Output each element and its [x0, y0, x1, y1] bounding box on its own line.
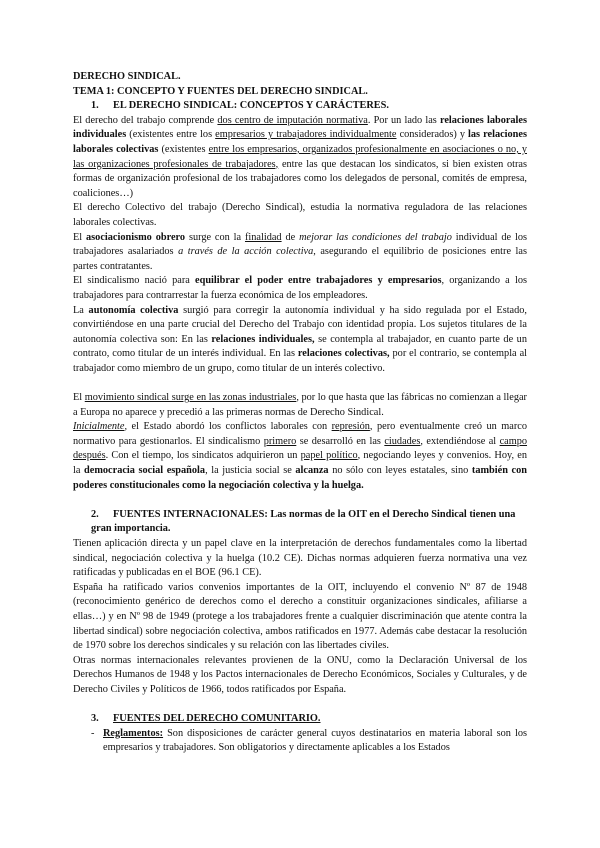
spacer: [73, 376, 527, 391]
paragraph: España ha ratificado varios convenios importantes de la OIT, incluyendo el convenio Nº 87 de 1948 (reconocimiento genérico de derechos como el derecho a constituir organizaciones sindicales, afiliarse a ellas…) y en Nº 98 de 1949 (protege a los trabajadores frente a cualquier discriminación que atente contra la libertad sindical) sobre negociación colectiva, ambos ratificados en 1977. Además cabe destacar la resolución de 1970 sobre los derechos sindicales y su relación con las libertades civiles.: [73, 581, 527, 652]
tema-title: TEMA 1: CONCEPTO Y FUENTES DEL DERECHO SINDICAL.: [73, 85, 368, 97]
paragraph: Otras normas internacionales relevantes provienen de la ONU, como la Declaración Universal de los Derechos Humanos de 1948 y los Pactos internacionales de Derecho Económicos, Sociales y Culturales, y de Derecho Civiles y Políticos de 1966, todos ratificados por España.: [73, 654, 527, 695]
spacer: [73, 698, 527, 713]
section-2-heading: 2. FUENTES INTERNACIONALES: Las normas de la OIT en el Derecho Sindical tienen una gran importancia.: [91, 508, 516, 535]
list-item-text: Reglamentos: Son disposiciones de carácter general cuyos destinatarios en materia laboral son los empresarios y trabajadores. Son obligatorios y directamente aplicables a los Estados: [103, 727, 527, 754]
list-dash: -: [91, 727, 95, 739]
document-body: [73, 70, 527, 756]
paragraph: El movimiento sindical surge en las zonas industriales, por lo que hasta que las fábricas no comienzan a llegar a Europa no aparece y precedió a las primeras normas de Derecho Sindical.: [73, 392, 527, 418]
paragraph: Inicialmente, el Estado abordó los conflictos laborales con represión, pero eventualmente creó un marco normativo para gestionarlos. El sindicalismo primero se desarrolló en las ciudades, extendiéndose al campo después. Con el tiempo, los sindicatos adquirieron un papel político, negociando leyes y convenios. Hoy, en la democracia social española, la justicia social se alcanza no sólo con leyes estatales, sino también con poderes constitucionales como la negociación colectiva y la huelga.: [73, 421, 528, 491]
list-item: [73, 727, 527, 756]
paragraph: El asociacionismo obrero surge con la finalidad de mejorar las condiciones del trabajo individual de los trabajadores asalariados a través de la acción colectiva, asegurando el equilibrio de posiciones entre las partes contratantes.: [73, 231, 527, 272]
document-title: DERECHO SINDICAL.: [73, 71, 181, 82]
paragraph: La autonomía colectiva surgió para corregir la autonomía individual y ha sido regulada por el Estado, convirtiéndose en una parte crucial del Derecho del Trabajo con identidad propia. Los sujetos titulares de la autonomía colectiva son: En las relaciones individuales, se contempla al trabajador, en cuanto parte de un contrato, como titular de un interés individual. En las relaciones colectivas, por el contrario, se contempla al trabajador como miembro de un grupo, como titular de un interés colectivo.: [73, 304, 528, 374]
spacer: [73, 493, 527, 508]
section-3-heading: 3. FUENTES DEL DERECHO COMUNITARIO.: [91, 713, 321, 725]
section-1-heading: 1. EL DERECHO SINDICAL: CONCEPTOS Y CARÁCTERES.: [91, 100, 389, 112]
paragraph: El sindicalismo nació para equilibrar el poder entre trabajadores y empresarios, organizando a los trabajadores para contrarrestar la fuerza económica de los empleadores.: [73, 275, 527, 301]
paragraph: El derecho del trabajo comprende dos centro de imputación normativa. Por un lado las relaciones laborales individuales (existentes entre los empresarios y trabajadores individualmente considerados) y las relaciones laborales colectivas (existentes entre los empresarios, organizados profesionalmente en asociaciones o no, y las organizaciones profesionales de trabajadores, entre las que destacan los sindicatos, si bien existen otras formas de organización profesional de los trabajadores como los delegados de personal, comités de empresa, coaliciones…): [73, 114, 528, 199]
paragraph: Tienen aplicación directa y un papel clave en la interpretación de derechos fundamentales como la libertad sindical, negociación colectiva y la huelga (10.2 CE). Dichas normas adquieren fuerza normativa una vez ratificadas y publicadas en el BOE (96.1 CE).: [73, 538, 527, 579]
paragraph: El derecho Colectivo del trabajo (Derecho Sindical), estudia la normativa reguladora de las relaciones laborales colectivas.: [73, 202, 527, 228]
